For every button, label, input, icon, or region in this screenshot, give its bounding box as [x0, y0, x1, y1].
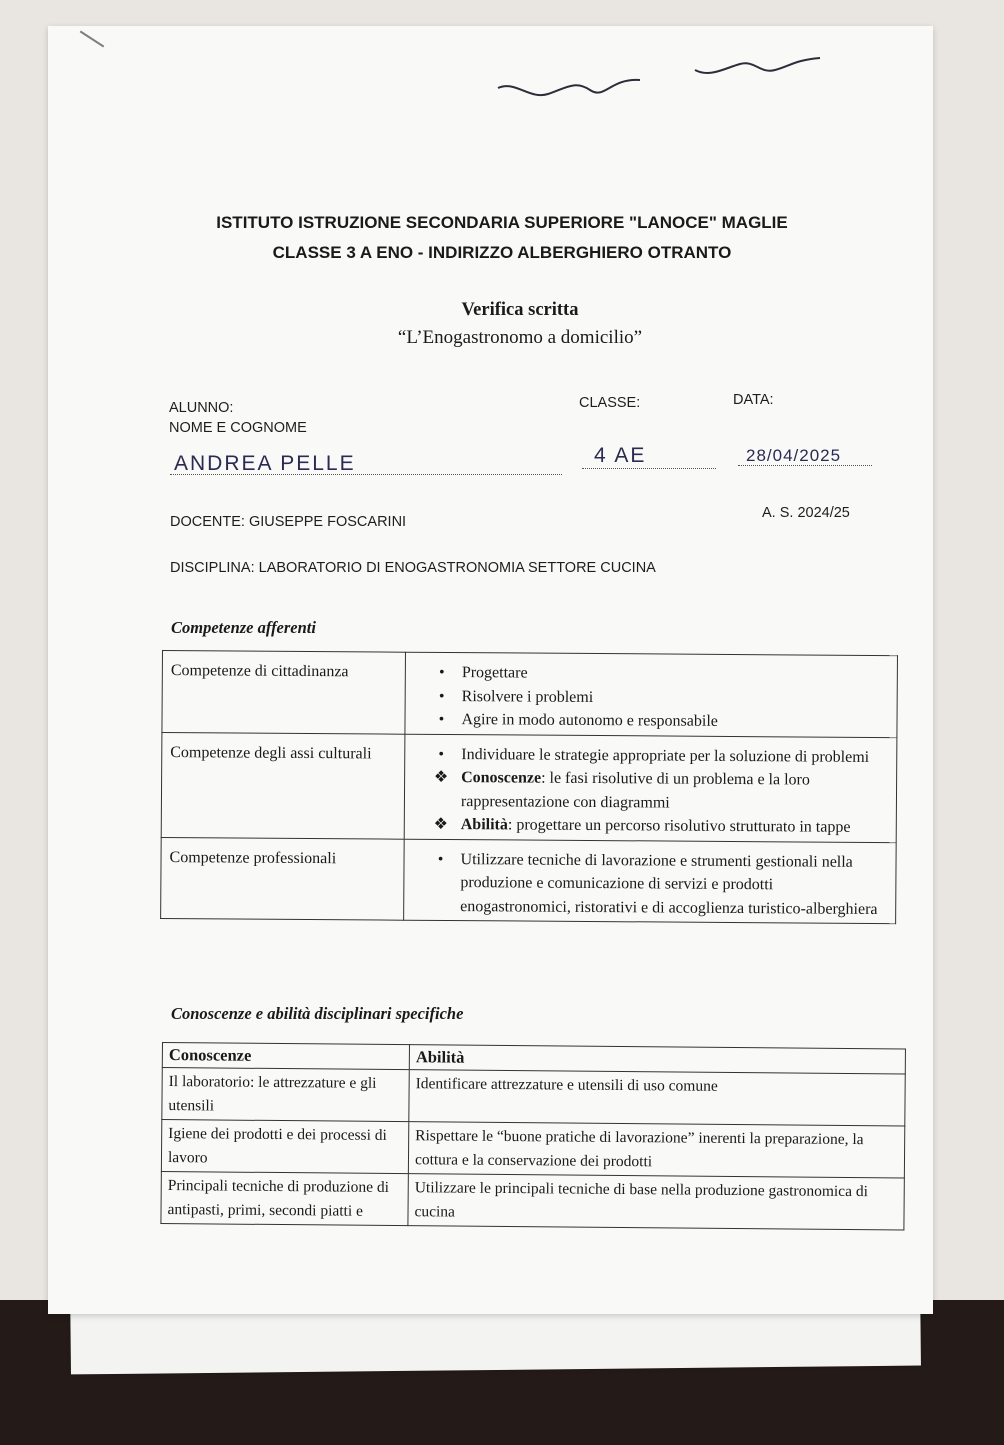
- abilita-cell: Rispettare le “buone pratiche di lavorazione” inerenti la preparazione, la cottura e la conservazione dei prodotti: [408, 1122, 904, 1178]
- list-item: ❖ Abilità: progettare un percorso risolutivo strutturato in tappe: [433, 815, 851, 836]
- list-item: ❖ Conoscenze: le fasi risolutive di un problema e la loro rappresentazione con diagrammi: [433, 768, 810, 812]
- list-item: • Progettare: [438, 663, 528, 682]
- anno-scolastico: A. S. 2024/25: [762, 505, 850, 521]
- name-label: NOME E COGNOME: [169, 420, 307, 436]
- table-row: [162, 1068, 905, 1126]
- data-label: DATA:: [733, 392, 774, 408]
- competenze-items: [404, 734, 897, 842]
- student-name-handwritten: ANDREA PELLE: [174, 452, 356, 475]
- school-name: ISTITUTO ISTRUZIONE SECONDARIA SUPERIORE "LANOCE" MAGLIE: [216, 213, 788, 232]
- abilita-cell: Utilizzare le principali tecniche di base nella produzione gastronomica di cucina: [408, 1174, 904, 1230]
- competenze-items: [405, 652, 898, 737]
- list-item: • Agire in modo autonomo e responsabile: [438, 710, 718, 730]
- date-dotted-line: [738, 465, 872, 466]
- list-item: • Individuare le strategie appropriate per la soluzione di problemi: [438, 745, 870, 766]
- competenze-items: [404, 839, 897, 924]
- table-row: [161, 837, 897, 924]
- conoscenze-table: [160, 1042, 906, 1230]
- competenze-section-title: Competenze afferenti: [171, 618, 316, 637]
- class-dotted-line: [582, 468, 716, 469]
- conoscenza-cell: Igiene dei prodotti e dei processi di lavoro: [161, 1120, 408, 1174]
- table-row: [162, 651, 898, 738]
- table-row: [161, 732, 897, 842]
- disciplina: DISCIPLINA: LABORATORIO DI ENOGASTRONOMIA SETTORE CUCINA: [170, 560, 656, 576]
- class-line: CLASSE 3 A ENO - INDIRIZZO ALBERGHIERO OTRANTO: [272, 243, 732, 262]
- abilita-cell: Identificare attrezzature e utensili di uso comune: [409, 1070, 905, 1126]
- competenze-label: Competenze di cittadinanza: [162, 651, 406, 734]
- document-header: [0, 208, 1004, 268]
- alunno-label: ALUNNO:: [169, 400, 234, 416]
- pen-scribble: [490, 50, 840, 110]
- conoscenza-cell: Il laboratorio: le attrezzature e gli utensili: [162, 1068, 409, 1122]
- classe-label: CLASSE:: [579, 395, 641, 411]
- student-class-handwritten: 4 AE: [594, 444, 647, 467]
- conoscenze-section-title: Conoscenze e abilità disciplinari specifiche: [171, 1004, 464, 1023]
- competenze-label: Competenze professionali: [161, 837, 405, 920]
- test-subtitle: “L’Enogastronomo a domicilio”: [397, 327, 643, 348]
- conoscenza-cell: Principali tecniche di produzione di antipasti, primi, secondi piatti e: [161, 1171, 408, 1225]
- competenze-label: Competenze degli assi culturali: [161, 732, 405, 839]
- test-title: Verifica scritta: [461, 300, 579, 320]
- table-row: [161, 1120, 904, 1178]
- docente: DOCENTE: GIUSEPPE FOSCARINI: [170, 514, 407, 530]
- competenze-table: [160, 650, 898, 924]
- date-handwritten: 28/04/2025: [746, 446, 842, 465]
- column-header-abilita: Abilità: [409, 1045, 905, 1074]
- list-item: • Risolvere i problemi: [438, 687, 594, 706]
- list-item: • Utilizzare tecniche di lavorazione e strumenti gestionali nella produzione e comunicazione di servizi e prodotti enogastronomici, ristorativi e di accoglienza turistico-alberghiera: [437, 850, 878, 918]
- name-dotted-line: [170, 474, 562, 475]
- column-header-conoscenze: Conoscenze: [162, 1043, 409, 1070]
- table-row: [161, 1171, 904, 1229]
